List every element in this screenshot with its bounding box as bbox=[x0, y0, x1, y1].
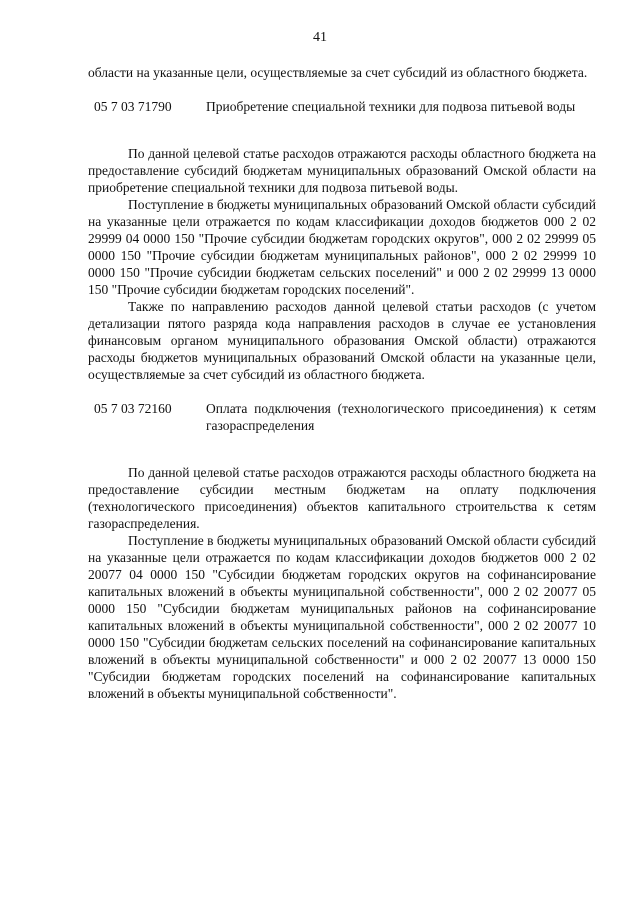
document-body bbox=[88, 64, 596, 702]
continuation-paragraph: области на указанные цели, осуществляемые за счет субсидий из областного бюджета. bbox=[88, 65, 588, 80]
section-code: 05 7 03 71790 bbox=[94, 99, 172, 114]
section-heading-72160 bbox=[88, 400, 596, 434]
page-number: 41 bbox=[313, 30, 327, 45]
section-paragraph: Также по направлению расходов данной целевой статьи расходов (с учетом детализации пятого разряда кода направления расходов в случае ее установления финансовым органом муниципального образования Омской области) отражаются расходы бюджетов муниципальных образований Омской области на указанные цели, осуществляемые за счет субсидий из областного бюджета. bbox=[88, 299, 596, 382]
section-paragraph: Поступление в бюджеты муниципальных образований Омской области субсидий на указанные цели отражается по кодам классификации доходов бюджетов 000 2 02 29999 04 0000 150 "Прочие субсидии бюджетам городских округов", 000 2 02 29999 05 0000 150 "Прочие субсидии бюджетам муниципальных районов", 000 2 02 29999 10 0000 150 "Прочие субсидии бюджетам сельских поселений" и 000 2 02 29999 13 0000 150 "Прочие субсидии бюджетам городских поселений". bbox=[88, 197, 596, 297]
section-paragraph: Поступление в бюджеты муниципальных образований Омской области субсидий на указанные цели отражается по кодам классификации доходов бюджетов 000 2 02 20077 04 0000 150 "Субсидии бюджетам городских округов на софинансирование капитальных вложений в объекты муниципальной собственности", 000 2 02 20077 05 0000 150 "Субсидии бюджетам муниципальных районов на софинансирование капитальных вложений в объекты муниципальной собственности", 000 2 02 20077 10 0000 150 "Субсидии бюджетам сельских поселений на софинансирование капитальных вложений в объекты муниципальной собственности" и 000 2 02 20077 13 0000 150 "Субсидии бюджетам городских поселений на софинансирование капитальных вложений в объекты муниципальной собственности". bbox=[88, 533, 596, 701]
section-title: Оплата подключения (технологического присоединения) к сетям газораспределения bbox=[206, 401, 596, 433]
section-heading-71790 bbox=[88, 98, 596, 115]
section-title: Приобретение специальной техники для подвоза питьевой воды bbox=[206, 99, 576, 114]
section-paragraph: По данной целевой статье расходов отражаются расходы областного бюджета на предоставление субсидии местным бюджетам на оплату подключения (технологического присоединения) объектов капитального строительства к сетям газораспределения. bbox=[88, 465, 596, 531]
section-code: 05 7 03 72160 bbox=[94, 401, 172, 416]
section-paragraph: По данной целевой статье расходов отражаются расходы областного бюджета на предоставление субсидий бюджетам муниципальных образований Омской области на приобретение специальной техники для подвоза питьевой воды. bbox=[88, 146, 596, 195]
